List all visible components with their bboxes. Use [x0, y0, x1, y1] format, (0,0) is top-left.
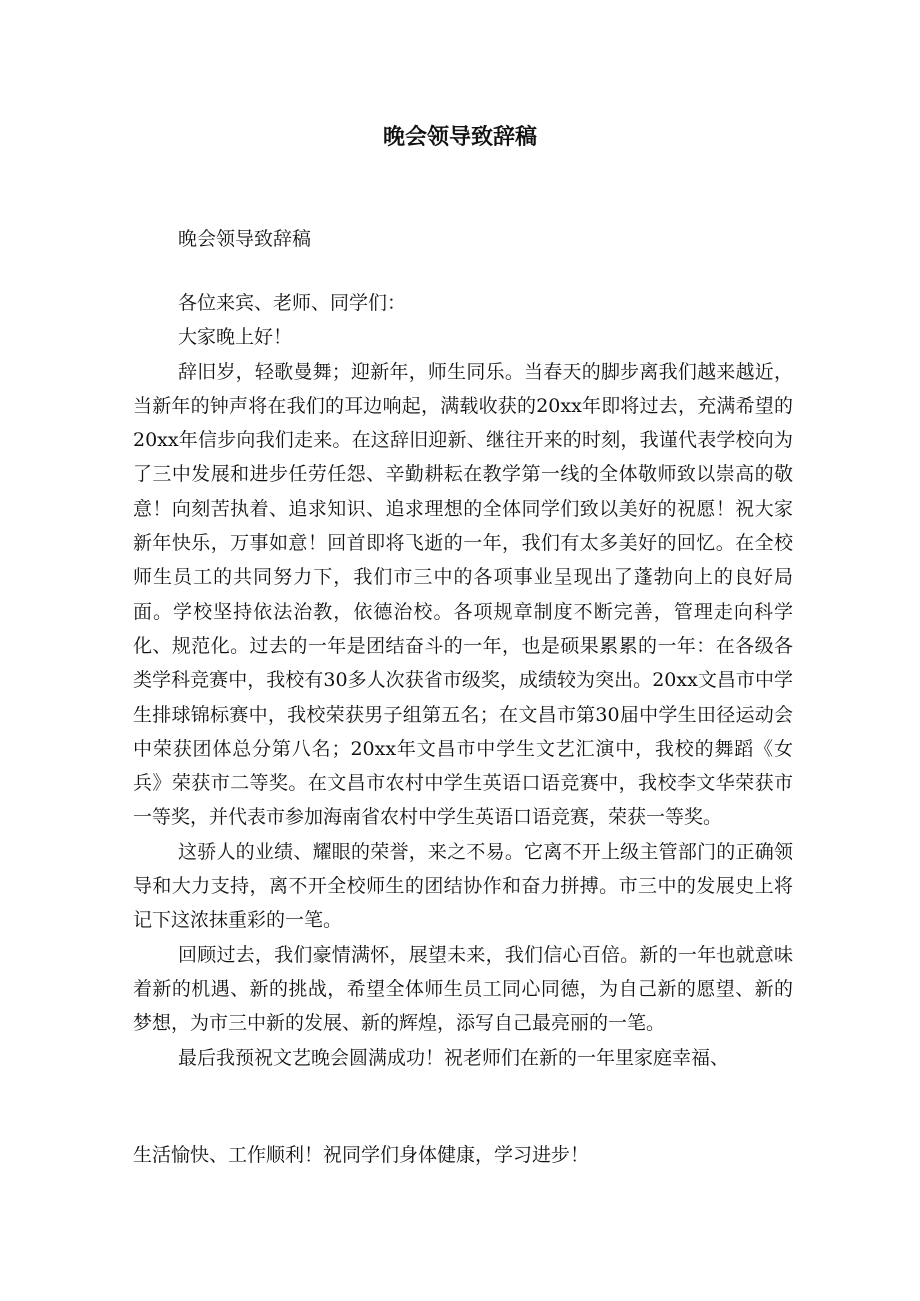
paragraph-3: 回顾过去，我们豪情满怀，展望未来，我们信心百倍。新的一年也就意味着新的机遇、新的挑战，希望全体师生员工同心同德，为自己新的愿望、新的梦想，为市三中新的发展、新的辉煌，添写自己最亮丽的一笔。 [133, 943, 793, 1035]
paragraph-1: 辞旧岁，轻歌曼舞；迎新年，师生同乐。当春天的脚步离我们越来越近，当新年的钟声将在我们的耳边响起，满载收获的20xx年即将过去，充满希望的20xx年信步向我们走来。在这辞旧迎新、继往开来的时刻，我谨代表学校向为了三中发展和进步任劳任怨、辛勤耕耘在教学第一线的全体敬师致以崇高的敬意！向刻苦执着、追求知识、追求理想的全体同学们致以美好的祝愿！祝大家新年快乐，万事如意！回首即将飞逝的一年，我们有太多美好的回忆。在全校师生员工的共同努力下，我们市三中的各项事业呈现出了蓬勃向上的良好局面。学校坚持依法治教，依德治校。各项规章制度不断完善，管理走向科学化、规范化。过去的一年是团结奋斗的一年，也是硕果累累的一年：在各级各类学科竞赛中，我校有30多人次获省市级奖，成绩较为突出。20xx文昌市中学生排球锦标赛中，我校荣获男子组第五名；在文昌市第30届中学生田径运动会中荣获团体总分第八名；20xx年文昌市中学生文艺汇演中，我校的舞蹈《女兵》荣获市二等奖。在文昌市农村中学生英语口语竞赛中，我校李文华荣获市一等奖，并代表市参加海南省农村中学生英语口语竞赛，荣获一等奖。 [133, 360, 793, 829]
greeting-line: 各位来宾、老师、同学们： [178, 292, 407, 314]
salutation-line: 大家晚上好！ [178, 326, 293, 349]
document-title: 晚会领导致辞稿 [382, 124, 537, 150]
paragraph-2: 这骄人的业绩、耀眼的荣誉，来之不易。它离不开上级主管部门的正确领导和大力支持，离不开全校师生的团结协作和奋力拼搏。市三中的发展史上将记下这浓抹重彩的一笔。 [133, 840, 793, 932]
document-subtitle: 晚会领导致辞稿 [178, 228, 312, 250]
speech-body [133, 286, 793, 1075]
closing-line: 生活愉快、工作顺利！祝同学们身体健康，学习进步！ [133, 1144, 590, 1166]
paragraph-4: 最后我预祝文艺晚会圆满成功！祝老师们在新的一年里家庭幸福、 [178, 1046, 730, 1069]
